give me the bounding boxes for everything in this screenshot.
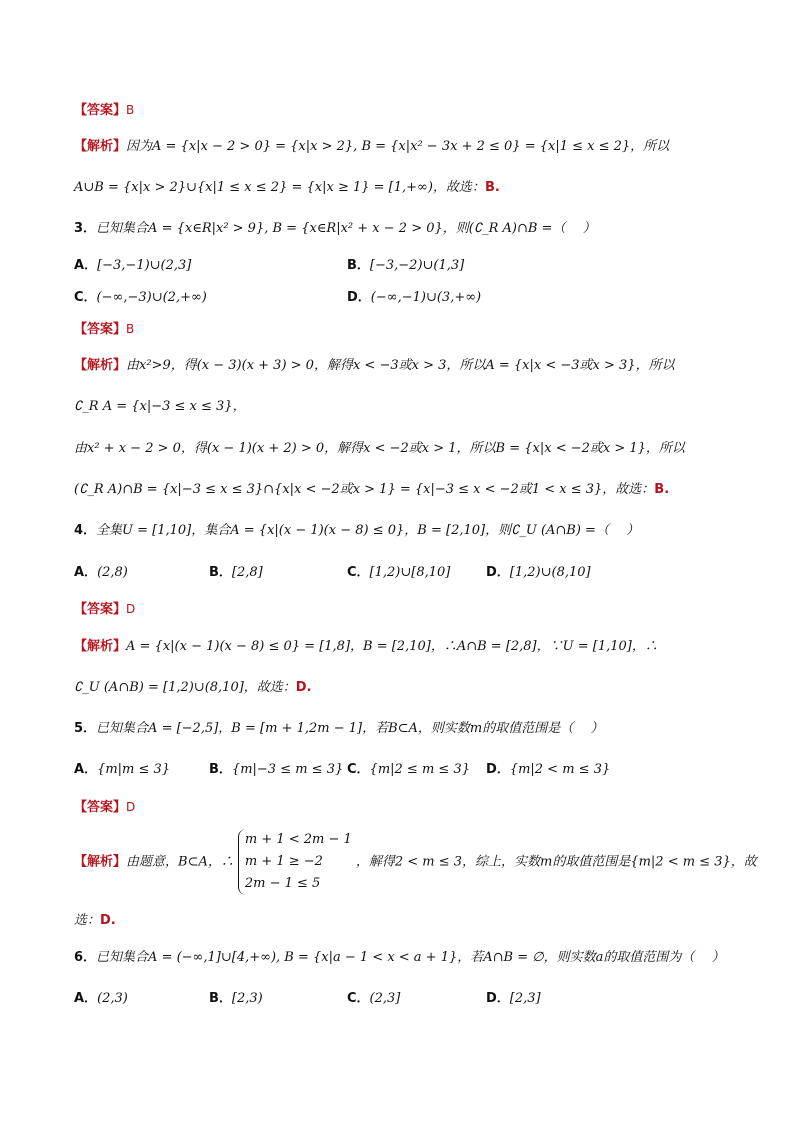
explanation-line [74, 398, 246, 416]
option-c: C．{m|2 ≤ m ≤ 3} [347, 762, 470, 777]
answer-line-2 [74, 101, 134, 120]
explanation-text: A∪B = {x|x > 2}∪{x|1 ≤ x ≤ 2} = {x|x ≥ 1} = [1,+∞)，故选： [74, 180, 485, 195]
option-d: D．[1,2)∪(8,10] [486, 565, 591, 580]
answer-line-4 [74, 600, 135, 619]
selected-answer: D. [100, 913, 116, 928]
option-c: C．(2,3] [347, 991, 401, 1006]
answer-line-5 [74, 798, 135, 817]
explanation-text: 由x²>9，得(x − 3)(x + 3) > 0，解得x < −3或x > 3，所以A = {x|x < −3或x > 3}，所以 [126, 358, 675, 373]
option-a: A．(2,8) [74, 565, 128, 580]
question-number: 3． [74, 221, 97, 236]
answer-value: D [126, 800, 136, 814]
inequality-system [238, 829, 352, 895]
answer-value: D [126, 602, 136, 616]
explanation-text: A = {x|(x − 1)(x − 8) ≤ 0} = [1,8]，B = [2,10]，∴A∩B = [2,8]，∵U = [1,10]，∴ [126, 639, 658, 654]
selected-answer: B. [484, 180, 500, 195]
inequality: 2m − 1 ≤ 5 [244, 876, 321, 891]
explanation-line [74, 638, 658, 656]
option-b: B．[−3,−2)∪(1,3] [347, 258, 465, 273]
option-d: D．{m|2 < m ≤ 3} [486, 762, 611, 777]
explanation-text: ∁_R A = {x|−3 ≤ x ≤ 3}， [74, 399, 246, 414]
explanation-line [74, 912, 116, 930]
question-number: 5． [74, 721, 97, 736]
analysis-label: 【解析】 [74, 639, 127, 654]
question-6 [74, 949, 724, 967]
question-3 [74, 220, 596, 238]
analysis-label: 【解析】 [74, 854, 127, 870]
question-text: 已知集合A = [−2,5]，B = [m + 1,2m − 1]，若B⊂A，则实数m的取值范围是（ ） [96, 721, 604, 736]
answer-label: 【答案】 [74, 800, 127, 815]
explanation-line [74, 138, 669, 156]
explanation-line [74, 829, 757, 895]
answer-label: 【答案】 [74, 602, 127, 617]
explanation-text: 由题意，B⊂A，∴ [126, 854, 234, 870]
analysis-label: 【解析】 [74, 358, 127, 373]
question-text: 已知集合A = (−∞,1]∪[4,+∞), B = {x|a − 1 < x < a + 1}，若A∩B = ∅，则实数a的取值范围为（ ） [96, 950, 725, 965]
question-text: 已知集合A = {x∈R|x² > 9}, B = {x∈R|x² + x − 2 > 0}，则(∁_R A)∩B =（ ） [96, 221, 596, 236]
option-d: D．(−∞,−1)∪(3,+∞) [347, 290, 482, 305]
question-number: 6． [74, 950, 97, 965]
answer-line-3 [74, 320, 134, 339]
explanation-text: 由x² + x − 2 > 0，得(x − 1)(x + 2) > 0，解得x < −2或x > 1，所以B = {x|x < −2或x > 1}，所以 [74, 441, 685, 456]
selected-answer: B. [654, 482, 670, 497]
explanation-text: 因为A = {x|x − 2 > 0} = {x|x > 2}, B = {x|x² − 3x + 2 ≤ 0} = {x|1 ≤ x ≤ 2}，所以 [126, 139, 670, 154]
explanation-line [74, 179, 500, 197]
explanation-line [74, 679, 312, 697]
inequality: m + 1 ≥ −2 [244, 854, 323, 869]
option-b: B．[2,3) [209, 991, 263, 1006]
answer-value: B [126, 322, 135, 336]
answer-label: 【答案】 [74, 322, 127, 337]
option-c: C．(−∞,−3)∪(2,+∞) [74, 290, 207, 305]
answer-label: 【答案】 [74, 103, 127, 118]
explanation-line [74, 481, 669, 499]
question-5 [74, 720, 603, 738]
explanation-line [74, 440, 685, 458]
selected-answer: D. [295, 680, 312, 695]
explanation-text: 选： [74, 913, 101, 928]
answer-value: B [126, 103, 135, 117]
option-a: A．(2,3) [74, 991, 128, 1006]
explanation-text: ∁_U (A∩B) = [1,2)∪(8,10]，故选： [74, 680, 296, 695]
explanation-line [74, 357, 675, 375]
explanation-text: (∁_R A)∩B = {x|−3 ≤ x ≤ 3}∩{x|x < −2或x > 1} = {x|−3 ≤ x < −2或1 < x ≤ 3}，故选： [74, 482, 655, 497]
explanation-text: ，解得2 < m ≤ 3，综上，实数m的取值范围是{m|2 < m ≤ 3}，故 [355, 854, 757, 870]
option-c: C．[1,2)∪[8,10] [347, 565, 451, 580]
question-text: 全集U = [1,10]，集合A = {x|(x − 1)(x − 8) ≤ 0}，B = [2,10]，则∁_U (A∩B) =（ ） [96, 523, 640, 538]
question-number: 4． [74, 523, 97, 538]
inequality: m + 1 < 2m − 1 [244, 832, 352, 847]
option-a: A．[−3,−1)∪(2,3] [74, 258, 192, 273]
option-d: D．[2,3] [486, 991, 541, 1006]
question-4 [74, 522, 639, 540]
option-b: B．{m|−3 ≤ m ≤ 3} [209, 762, 344, 777]
analysis-label: 【解析】 [74, 139, 127, 154]
option-a: A．{m|m ≤ 3} [74, 762, 171, 777]
option-b: B．[2,8] [209, 565, 263, 580]
